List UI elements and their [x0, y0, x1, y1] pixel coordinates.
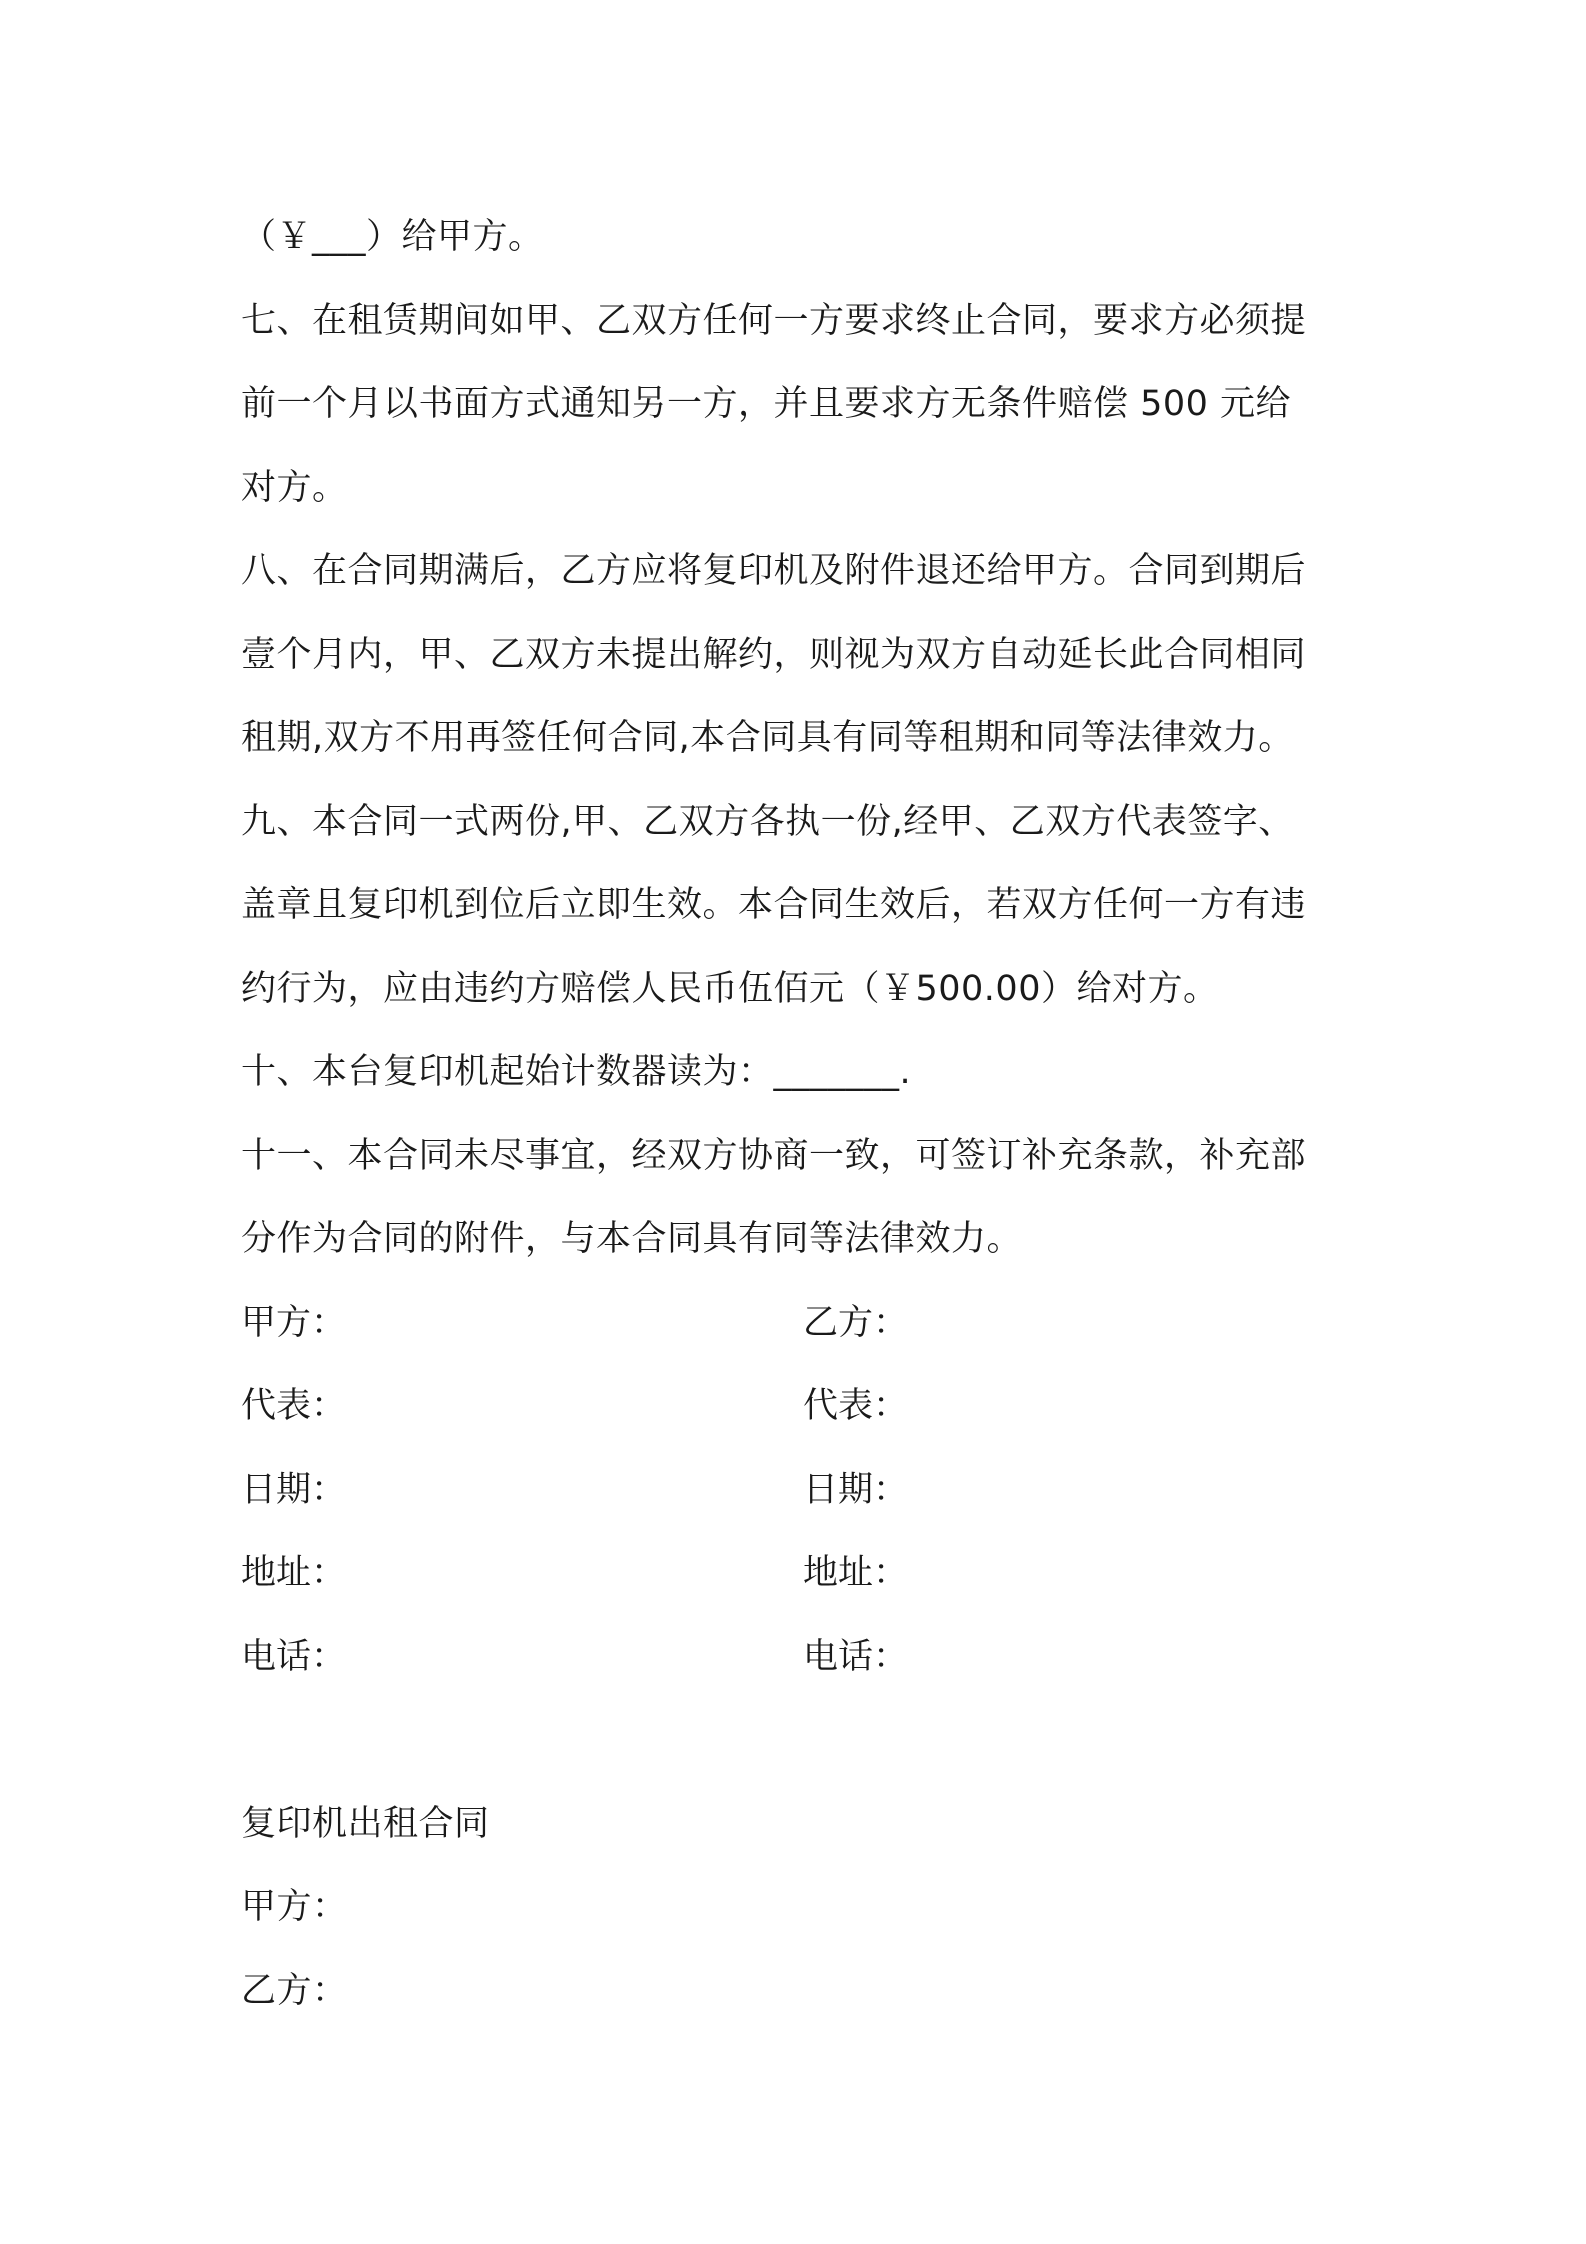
party-b-label: 乙方：	[803, 1302, 909, 1343]
clause-8-line-1: 八、在合同期满后，乙方应将复印机及附件退还给甲方。合同到期后	[241, 551, 1307, 591]
signature-row-party	[241, 1282, 1361, 1366]
contract-page	[241, 196, 1361, 2033]
signature-row-date	[241, 1449, 1361, 1533]
party-a-phone-label: 电话：	[241, 1636, 347, 1677]
signature-row-address	[241, 1532, 1361, 1616]
clause-7-line-2: 前一个月以书面方式通知另一方，并且要求方无条件赔偿 500 元给	[241, 384, 1292, 424]
party-b-address-label: 地址：	[803, 1553, 909, 1593]
party-b-representative-label: 代表：	[803, 1386, 909, 1426]
signature-row-phone	[241, 1616, 1361, 1700]
clause-9-line-1: 九、本合同一式两份,甲、乙双方各执一份,经甲、乙双方代表签字、	[241, 801, 1294, 842]
clause-11-line-2: 分作为合同的附件，与本合同具有同等法律效力。	[241, 1219, 1023, 1259]
clause-7-line-1: 七、在租赁期间如甲、乙双方任何一方要求终止合同，要求方必须提	[241, 300, 1307, 341]
section-gap	[241, 1699, 1361, 1783]
party-b-date-label: 日期：	[803, 1469, 909, 1510]
next-contract-party-a: 甲方：	[241, 1887, 348, 1927]
party-a-date-label: 日期：	[241, 1469, 347, 1510]
clause-line: （￥___）给甲方。	[241, 217, 544, 257]
clause-8-line-2: 壹个月内，甲、乙双方未提出解约，则视为双方自动延长此合同相同	[241, 634, 1307, 675]
clause-10-line: 十、本台复印机起始计数器读为：_______.	[241, 1052, 912, 1092]
clause-9-line-2: 盖章且复印机到位后立即生效。本合同生效后，若双方任何一方有违	[241, 885, 1307, 925]
party-a-representative-label: 代表：	[241, 1386, 347, 1426]
party-a-label: 甲方：	[241, 1302, 347, 1343]
clause-9-line-3: 约行为，应由违约方赔偿人民币伍佰元（￥500.00）给对方。	[241, 968, 1219, 1009]
signature-row-representative	[241, 1365, 1361, 1449]
clause-8-line-3: 租期,双方不用再签任何合同,本合同具有同等租期和同等法律效力。	[241, 718, 1294, 758]
next-contract-party-b: 乙方：	[241, 1970, 348, 2011]
next-contract-title: 复印机出租合同	[241, 1803, 490, 1844]
clause-7-line-3: 对方。	[241, 467, 348, 508]
party-a-address-label: 地址：	[241, 1553, 347, 1593]
party-b-phone-label: 电话：	[803, 1636, 909, 1677]
clause-11-line-1: 十一、本合同未尽事宜，经双方协商一致，可签订补充条款，补充部	[241, 1135, 1307, 1176]
